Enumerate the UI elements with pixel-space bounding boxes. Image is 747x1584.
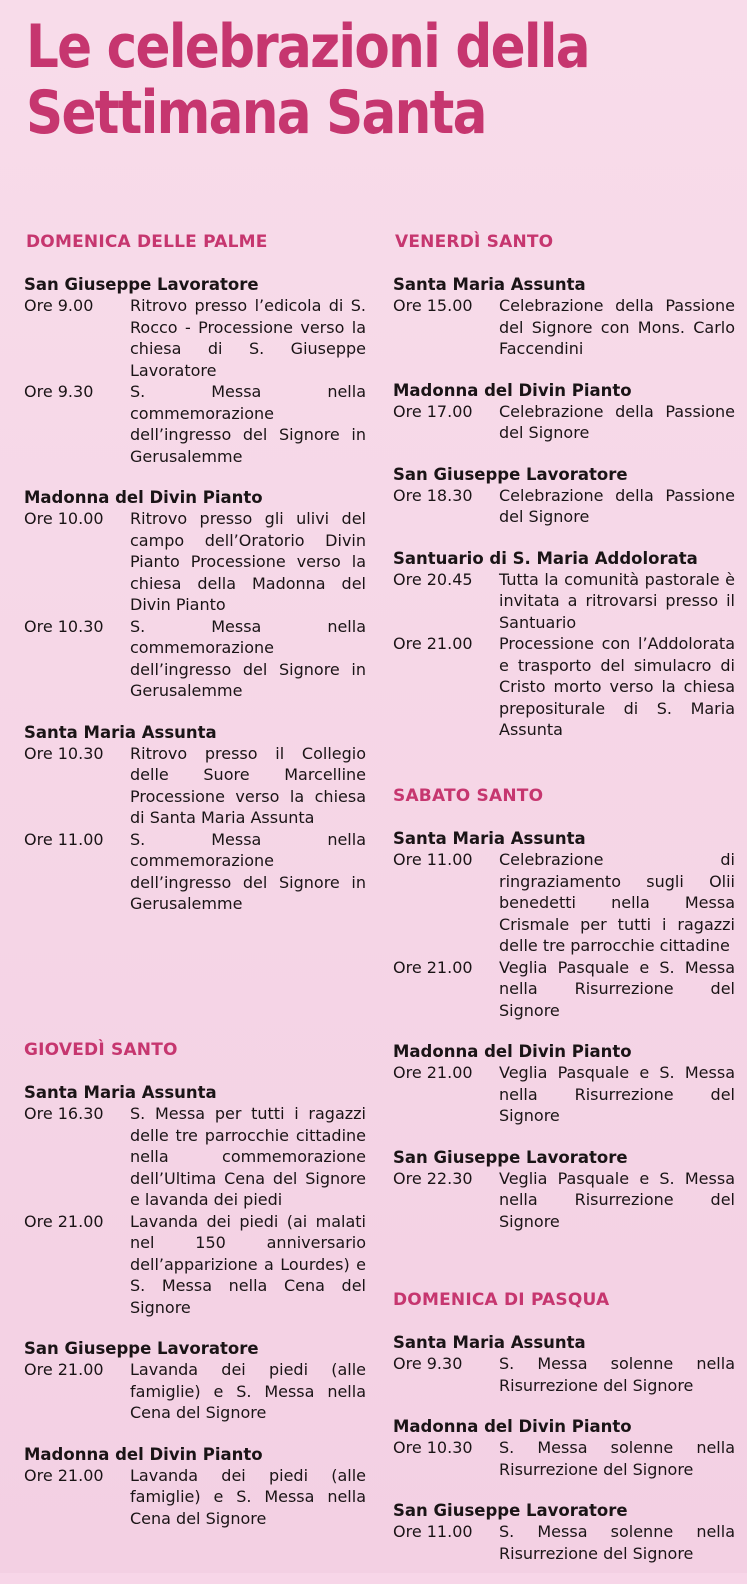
entry-description: Veglia Pasquale e S. Messa nella Risurrezione del Signore [499,1063,735,1125]
church-block [14,274,370,467]
entry-description: S. Messa solenne nella Risurrezione del Signore [499,1522,735,1563]
entry-time: Ore 15.00 [393,296,473,315]
schedule-section [14,232,370,1022]
entry-time: Ore 21.00 [24,1465,104,1485]
church-block [383,1147,739,1233]
church-name: Santa Maria Assunta [24,1083,217,1102]
entry-description: Lavanda dei piedi (alle famiglie) e S. Messa nella Cena del Signore [130,1465,366,1528]
entry-time: Ore 21.00 [24,1360,104,1379]
entry-time: Ore 11.00 [393,850,473,869]
schedule-entry [383,1437,739,1480]
entry-description: Ritrovo presso il Collegio delle Suore Marcelline Processione verso la chiesa di Santa Maria Assunta [130,743,366,827]
schedule-entry [14,616,370,702]
entry-description: Processione con l’Addolorata e trasporto del simulacro di Cristo morto verso la chiesa prepositurale di S. Maria Assunta [499,634,735,739]
schedule-entry [383,1168,739,1233]
entry-time: Ore 22.30 [393,1168,473,1188]
church-block [383,1041,739,1127]
entry-description: Lavanda dei piedi (alle famiglie) e S. Messa nella Cena del Signore [130,1360,366,1422]
church-name: Santa Maria Assunta [24,722,217,742]
schedule-entry [14,1103,370,1211]
church-name: Madonna del Divin Pianto [393,380,632,400]
church-block [383,1500,739,1564]
schedule-entry [383,1062,739,1127]
entry-time: Ore 9.30 [393,1354,463,1373]
church-block [383,548,739,741]
entry-description: S. Messa per tutti i ragazzi delle tre parrocchie cittadine nella commemorazione dell’Ultima Cena del Signore e lavanda dei piedi [130,1104,366,1209]
church-block [14,1338,370,1424]
entry-time: Ore 10.00 [24,509,104,528]
church-name: San Giuseppe Lavoratore [393,464,628,484]
church-name: Madonna del Divin Pianto [24,1444,263,1464]
entry-time: Ore 11.00 [393,1522,473,1541]
entry-description: Ritrovo presso l’edicola di S. Rocco - Processione verso la chiesa di S. Giuseppe Lavoratore [130,296,366,380]
schedule-section [14,1040,370,1529]
right-column [383,226,739,1584]
entry-description: Celebrazione della Passione del Signore con Mons. Carlo Faccendini [499,296,735,358]
section-title: DOMENICA DI PASQUA [393,1290,610,1310]
schedule-entry [383,849,739,957]
church-block [14,1082,370,1318]
schedule-entry [383,957,739,1022]
entry-description: S. Messa solenne nella Risurrezione del Signore [499,1354,735,1395]
entry-description: S. Messa solenne nella Risurrezione del Signore [499,1438,735,1479]
entry-description: S. Messa nella commemorazione dell’ingresso del Signore in Gerusalemme [130,382,366,466]
entry-time: Ore 20.45 [393,569,473,589]
church-block [383,828,739,1021]
schedule-entry [14,1211,370,1319]
schedule-entry [383,633,739,741]
entry-description: S. Messa nella commemorazione dell’ingresso del Signore in Gerusalemme [130,616,366,700]
section-title: SABATO SANTO [393,786,544,806]
schedule-section [383,232,739,768]
schedule-entry [14,1465,370,1530]
entry-description: Veglia Pasquale e S. Messa nella Risurrezione del Signore [499,957,735,1020]
church-block [14,487,370,702]
entry-description: Veglia Pasquale e S. Messa nella Risurrezione del Signore [499,1168,735,1231]
church-block [383,380,739,444]
entry-description: Celebrazione della Passione del Signore [499,485,735,526]
church-name: Madonna del Divin Pianto [24,488,263,507]
schedule-entry [383,569,739,634]
entry-time: Ore 10.30 [24,743,104,763]
schedule-entry [383,295,739,360]
schedule-entry [383,1353,739,1396]
schedule-entry [383,485,739,528]
church-name: San Giuseppe Lavoratore [393,1501,628,1520]
church-name: Santa Maria Assunta [393,275,586,294]
entry-description: Celebrazione della Passione del Signore [499,401,735,442]
schedule-entry [14,381,370,467]
schedule-entry [14,295,370,381]
church-block [383,274,739,360]
entry-time: Ore 21.00 [393,634,473,653]
church-block [383,1416,739,1480]
church-name: San Giuseppe Lavoratore [24,1339,259,1358]
church-block [383,1332,739,1396]
entry-time: Ore 11.00 [24,829,104,849]
entry-time: Ore 16.30 [24,1104,104,1123]
church-block [14,1444,370,1530]
entry-description: Lavanda dei piedi (ai malati nel 150 anniversario dell’apparizione a Lourdes) e S. Messa nella Cena del Signore [130,1211,366,1317]
entry-description: S. Messa nella commemorazione dell’ingresso del Signore in Gerusalemme [130,829,366,913]
schedule-section [383,1290,739,1564]
schedule-entry [14,1359,370,1424]
entry-time: Ore 18.30 [393,485,473,505]
schedule-entry [14,508,370,616]
schedule-entry [14,829,370,915]
schedule-entry [383,1521,739,1564]
entry-description: Ritrovo presso gli ulivi del campo dell’Oratorio Divin Pianto Processione verso la chiesa della Madonna del Divin Pianto [130,509,366,614]
church-name: Santuario di S. Maria Addolorata [393,548,698,568]
entry-description: Tutta la comunità pastorale è invitata a ritrovarsi presso il Santuario [499,569,735,632]
entry-time: Ore 10.30 [24,616,104,636]
page-title [26,14,637,146]
title-line: Settimana Santa [26,78,486,148]
entry-time: Ore 10.30 [393,1438,473,1457]
section-title: GIOVEDÌ SANTO [24,1040,178,1060]
church-name: Santa Maria Assunta [393,829,586,848]
schedule-entry [14,743,370,829]
entry-time: Ore 9.30 [24,382,94,401]
section-title: VENERDÌ SANTO [395,232,554,252]
entry-time: Ore 21.00 [393,957,473,977]
schedule-entry [383,401,739,444]
church-name: San Giuseppe Lavoratore [393,1147,628,1167]
entry-description: Celebrazione di ringraziamento sugli Olii benedetti nella Messa Crismale per tutti i ragazzi delle tre parrocchie cittadine [499,850,735,955]
church-block [14,722,370,915]
entry-time: Ore 21.00 [393,1063,473,1082]
entry-time: Ore 21.00 [24,1211,104,1231]
left-column [14,226,370,1549]
church-block [383,464,739,528]
entry-time: Ore 9.00 [24,296,94,315]
title-line: Le celebrazioni della [26,12,589,82]
church-name: San Giuseppe Lavoratore [24,275,259,294]
church-name: Madonna del Divin Pianto [393,1417,632,1436]
church-name: Madonna del Divin Pianto [393,1042,632,1061]
church-name: Santa Maria Assunta [393,1333,586,1352]
schedule-section [383,786,739,1272]
section-title: DOMENICA DELLE PALME [26,232,268,252]
entry-time: Ore 17.00 [393,401,473,421]
